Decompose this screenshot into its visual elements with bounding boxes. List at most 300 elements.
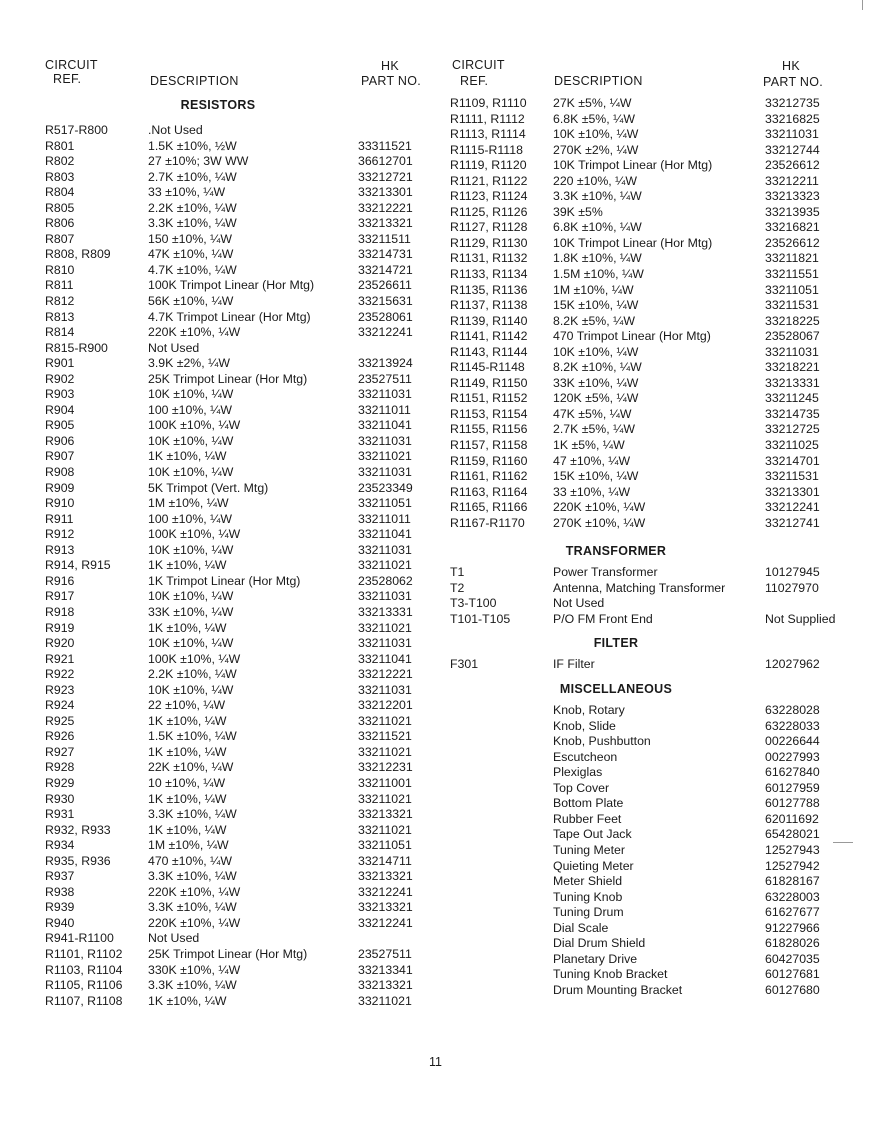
circuit-ref: R814 — [45, 325, 75, 340]
circuit-ref: R928 — [45, 760, 75, 775]
column-headers — [450, 58, 830, 96]
description: 1K ±10%, ¼W — [148, 449, 227, 464]
part-number: 33212221 — [358, 200, 413, 215]
description: 1K ±10%, ¼W — [148, 744, 227, 759]
table-row — [45, 170, 430, 186]
table-row — [450, 890, 830, 906]
description: 1K ±10%, ¼W — [148, 713, 227, 728]
part-number: 33212201 — [358, 698, 413, 713]
circuit-ref: R925 — [45, 713, 75, 728]
table-row — [45, 729, 430, 745]
circuit-ref: R813 — [45, 309, 75, 324]
part-number: 33211021 — [358, 791, 412, 806]
description: 220 ±10%, ¼W — [553, 173, 637, 188]
part-number: 33212241 — [765, 500, 820, 515]
header-part-no: PART NO. — [361, 74, 422, 88]
circuit-ref: R905 — [45, 418, 75, 433]
part-number: 65428021 — [765, 827, 820, 842]
description: 2.2K ±10%, ¼W — [148, 200, 237, 215]
part-number: 33214735 — [765, 406, 820, 421]
table-row — [45, 527, 430, 543]
part-number: 33211025 — [765, 438, 819, 453]
table-row — [45, 745, 430, 761]
circuit-ref: R930 — [45, 791, 75, 806]
description: 1M ±10%, ¼W — [148, 838, 229, 853]
circuit-ref: R1149, R1150 — [450, 375, 528, 390]
circuit-ref: R1159, R1160 — [450, 453, 528, 468]
table-row — [45, 916, 430, 932]
circuit-ref: R517-R800 — [45, 123, 108, 137]
table-row — [45, 931, 430, 947]
description: 1M ±10%, ¼W — [148, 496, 229, 511]
circuit-ref: R815-R900 — [45, 340, 108, 355]
description: Tape Out Jack — [553, 827, 632, 842]
part-number: 60427035 — [765, 951, 820, 966]
table-row — [450, 220, 830, 236]
table-row — [45, 947, 430, 963]
table-row — [45, 558, 430, 574]
table-row — [45, 449, 430, 465]
part-number: 61627677 — [765, 905, 820, 920]
part-number: 33211011 — [358, 402, 411, 417]
circuit-ref: T2 — [450, 580, 465, 595]
part-number: 33211051 — [765, 282, 819, 297]
part-number: 33212721 — [358, 169, 413, 184]
description: Bottom Plate — [553, 796, 624, 811]
circuit-ref: R1167-R1170 — [450, 515, 525, 530]
right-column — [450, 58, 836, 998]
description: 33 ±10%, ¼W — [553, 484, 631, 499]
table-row — [450, 422, 830, 438]
description: 4.7K ±10%, ¼W — [148, 262, 237, 277]
description: 3.3K ±10%, ¼W — [148, 869, 237, 884]
circuit-ref: T101-T105 — [450, 611, 511, 626]
part-number: 33213935 — [765, 204, 820, 219]
circuit-ref: R1131, R1132 — [450, 251, 528, 266]
part-number: 33213341 — [358, 962, 413, 977]
circuit-ref: R1129, R1130 — [450, 235, 528, 250]
part-number: 33213321 — [358, 978, 413, 993]
part-number: 00227993 — [765, 749, 820, 764]
part-number: 33211821 — [765, 251, 819, 266]
description: 100K ±10%, ¼W — [148, 418, 241, 433]
circuit-ref: R806 — [45, 216, 75, 231]
circuit-ref: R1125, R1126 — [450, 204, 528, 219]
circuit-ref: R1163, R1164 — [450, 484, 528, 499]
table-row — [45, 418, 430, 434]
description: 10K ±10%, ¼W — [148, 542, 234, 557]
table-row — [450, 703, 830, 719]
description: P/O FM Front End — [553, 611, 653, 626]
description: 3.3K ±10%, ¼W — [148, 216, 237, 231]
circuit-ref: R929 — [45, 775, 75, 790]
description: 56K ±10%, ¼W — [148, 294, 234, 309]
table-row — [450, 983, 830, 999]
part-number: 61828026 — [765, 936, 820, 951]
description: 220K ±10%, ¼W — [148, 325, 241, 340]
part-number: 11027970 — [765, 580, 819, 595]
table-row — [450, 859, 830, 875]
description: 47K ±10%, ¼W — [148, 247, 234, 262]
description: Escutcheon — [553, 749, 618, 764]
description: 3.3K ±10%, ¼W — [148, 978, 237, 993]
description: 47 ±10%, ¼W — [553, 453, 631, 468]
table-row — [45, 776, 430, 792]
table-row — [45, 232, 430, 248]
table-row — [450, 596, 830, 612]
circuit-ref: R916 — [45, 573, 75, 588]
circuit-ref: R907 — [45, 449, 75, 464]
part-number: 33211031 — [765, 344, 819, 359]
circuit-ref: R1115-R1118 — [450, 142, 523, 157]
table-row — [45, 543, 430, 559]
description: 270K ±10%, ¼W — [553, 515, 646, 530]
circuit-ref: R903 — [45, 387, 75, 402]
part-number: 33211021 — [358, 822, 412, 837]
part-number: 33211031 — [358, 542, 412, 557]
description: 10K Trimpot Linear (Hor Mtg) — [553, 158, 713, 173]
table-row — [45, 465, 430, 481]
table-row — [450, 376, 830, 392]
description: 220K ±10%, ¼W — [148, 884, 241, 899]
description: 6.8K ±10%, ¼W — [553, 220, 642, 235]
table-row — [450, 843, 830, 859]
description: 120K ±5%, ¼W — [553, 391, 639, 406]
description: Antenna, Matching Transformer — [553, 580, 726, 595]
part-number: 33212741 — [765, 515, 820, 530]
part-number: 33211021 — [358, 744, 412, 759]
table-row — [45, 652, 430, 668]
part-number: 10127945 — [765, 565, 820, 580]
table-row — [450, 827, 830, 843]
table-row — [45, 123, 430, 139]
circuit-ref: R1143, R1144 — [450, 344, 528, 359]
description: 1K Trimpot Linear (Hor Mtg) — [148, 573, 301, 588]
part-number: 33211051 — [358, 838, 412, 853]
circuit-ref: R1151, R1152 — [450, 391, 528, 406]
circuit-ref: R901 — [45, 356, 75, 371]
part-number: 33213301 — [765, 484, 820, 499]
part-number: 33311521 — [358, 138, 412, 153]
circuit-ref: R807 — [45, 231, 75, 246]
table-row — [45, 714, 430, 730]
description: Drum Mounting Bracket — [553, 982, 683, 997]
table-row — [450, 438, 830, 454]
description: 3.3K ±10%, ¼W — [148, 807, 237, 822]
header-part-no: PART NO. — [763, 75, 824, 89]
table-row — [450, 516, 830, 532]
table-row — [450, 112, 830, 128]
part-number: 23528062 — [358, 573, 413, 588]
circuit-ref: R1101, R1102 — [45, 946, 123, 961]
circuit-ref: R808, R809 — [45, 247, 111, 262]
table-row — [450, 360, 830, 376]
description: 1K ±10%, ¼W — [148, 822, 227, 837]
part-number: 60127680 — [765, 982, 820, 997]
table-row — [45, 247, 430, 263]
description: Knob, Pushbutton — [553, 734, 651, 749]
table-row — [45, 185, 430, 201]
part-number: 33214721 — [358, 262, 413, 277]
table-row — [45, 139, 430, 155]
table-row — [45, 496, 430, 512]
description: 1.5K ±10%, ¼W — [148, 729, 237, 744]
description: 27K ±5%, ¼W — [553, 96, 632, 110]
table-row — [45, 356, 430, 372]
circuit-ref: R920 — [45, 636, 75, 651]
description: 22 ±10%, ¼W — [148, 698, 226, 713]
circuit-ref: R904 — [45, 402, 75, 417]
description: Dial Scale — [553, 920, 609, 935]
part-number: 33213323 — [765, 189, 820, 204]
description: 2.7K ±10%, ¼W — [148, 169, 237, 184]
part-number: 23526612 — [765, 235, 820, 250]
table-row — [450, 719, 830, 735]
table-row — [45, 994, 430, 1010]
part-number: 12527943 — [765, 842, 820, 857]
part-number: 33211031 — [358, 433, 412, 448]
table-row — [45, 574, 430, 590]
circuit-ref: R1107, R1108 — [45, 993, 123, 1008]
table-row — [450, 127, 830, 143]
resistor-table-continued — [450, 96, 830, 531]
circuit-ref: R921 — [45, 651, 75, 666]
part-number: 63228028 — [765, 703, 820, 718]
part-number: 33216825 — [765, 111, 820, 126]
description: 25K Trimpot Linear (Hor Mtg) — [148, 371, 308, 386]
part-number: 33213301 — [358, 185, 413, 200]
part-number: 33211031 — [358, 387, 412, 402]
part-number: 33212231 — [358, 760, 413, 775]
circuit-ref: R1111, R1112 — [450, 111, 525, 126]
circuit-ref: R934 — [45, 838, 75, 853]
table-row — [45, 854, 430, 870]
description: 1.5K ±10%, ½W — [148, 138, 237, 153]
description: 470 ±10%, ¼W — [148, 853, 232, 868]
part-number: 63228003 — [765, 889, 820, 904]
circuit-ref: R919 — [45, 620, 75, 635]
circuit-ref: R810 — [45, 262, 75, 277]
transformer-table — [450, 565, 836, 627]
description: 270K ±2%, ¼W — [553, 142, 639, 157]
part-number: 61828167 — [765, 874, 820, 889]
description: 3.9K ±2%, ¼W — [148, 356, 230, 371]
description: 100K ±10%, ¼W — [148, 651, 241, 666]
header-hk: HK — [381, 59, 399, 73]
circuit-ref: R801 — [45, 138, 75, 153]
description: 1M ±10%, ¼W — [553, 282, 634, 297]
scan-mark — [833, 842, 853, 843]
description: Knob, Rotary — [553, 703, 625, 718]
description: 100 ±10%, ¼W — [148, 511, 232, 526]
scan-mark — [862, 0, 863, 10]
part-number: 33212221 — [358, 667, 413, 682]
circuit-ref: R918 — [45, 604, 75, 619]
part-number: 12527942 — [765, 858, 820, 873]
circuit-ref: R927 — [45, 744, 75, 759]
part-number: 33211041 — [358, 527, 412, 542]
table-row — [450, 936, 830, 952]
part-number: 33212241 — [358, 325, 413, 340]
table-row — [45, 278, 430, 294]
table-row — [450, 407, 830, 423]
description: 10K ±10%, ¼W — [148, 387, 234, 402]
part-number: 23523349 — [358, 480, 413, 495]
part-number: 33211021 — [358, 713, 412, 728]
table-row — [450, 905, 830, 921]
table-row — [450, 143, 830, 159]
table-row — [45, 636, 430, 652]
part-number: 33211521 — [358, 729, 412, 744]
table-row — [450, 267, 830, 283]
part-number: 33212241 — [358, 915, 413, 930]
table-row — [450, 952, 830, 968]
description: 1K ±10%, ¼W — [148, 993, 227, 1008]
table-row — [450, 314, 830, 330]
part-number: 33211245 — [765, 391, 819, 406]
description: 4.7K Trimpot Linear (Hor Mtg) — [148, 309, 311, 324]
description: 10K ±10%, ¼W — [148, 636, 234, 651]
description: 330K ±10%, ¼W — [148, 962, 241, 977]
part-number: 33211511 — [358, 231, 411, 246]
description: 10K Trimpot Linear (Hor Mtg) — [553, 235, 713, 250]
part-number: 33212241 — [358, 884, 413, 899]
part-number: 33212735 — [765, 96, 820, 110]
part-number: 23526611 — [358, 278, 412, 293]
description: 33 ±10%, ¼W — [148, 185, 226, 200]
table-row — [45, 605, 430, 621]
table-row — [45, 263, 430, 279]
circuit-ref: R917 — [45, 589, 75, 604]
part-number: 00226644 — [765, 734, 820, 749]
table-row — [45, 341, 430, 357]
table-row — [45, 869, 430, 885]
page-number: 11 — [429, 1055, 442, 1069]
circuit-ref: R924 — [45, 698, 75, 713]
part-number: 60127681 — [765, 967, 820, 982]
description: 8.2K ±10%, ¼W — [553, 360, 642, 375]
circuit-ref: R803 — [45, 169, 75, 184]
part-number: 33211001 — [358, 775, 412, 790]
header-description: DESCRIPTION — [554, 74, 643, 88]
circuit-ref: R922 — [45, 667, 75, 682]
part-number: 12027962 — [765, 656, 820, 671]
part-number: 33213321 — [358, 869, 413, 884]
part-number: 33211021 — [358, 620, 412, 635]
section-title-miscellaneous: MISCELLANEOUS — [559, 682, 673, 697]
part-number: 33216821 — [765, 220, 820, 235]
circuit-ref: R811 — [45, 278, 74, 293]
circuit-ref: R1109, R1110 — [450, 96, 527, 110]
description: Tuning Knob Bracket — [553, 967, 668, 982]
part-number: 63228033 — [765, 718, 820, 733]
table-row — [45, 512, 430, 528]
description: 3.3K ±10%, ¼W — [148, 900, 237, 915]
part-number: 33218221 — [765, 360, 820, 375]
description: 2.7K ±5%, ¼W — [553, 422, 635, 437]
header-description: DESCRIPTION — [150, 74, 239, 88]
part-number: Not Supplied — [765, 611, 836, 626]
table-row — [450, 781, 830, 797]
part-number: 61627840 — [765, 765, 820, 780]
circuit-ref: R939 — [45, 900, 75, 915]
table-row — [45, 885, 430, 901]
description: 10K ±10%, ¼W — [148, 433, 234, 448]
part-number: 33211051 — [358, 496, 412, 511]
part-number: 33213924 — [358, 356, 413, 371]
table-row — [450, 921, 830, 937]
circuit-ref: R1145-R1148 — [450, 360, 525, 375]
part-number: 36612701 — [358, 154, 413, 169]
part-number: 33213321 — [358, 900, 413, 915]
header-circuit: CIRCUIT — [452, 58, 505, 72]
description: IF Filter — [553, 656, 595, 671]
table-row — [450, 236, 830, 252]
circuit-ref: R926 — [45, 729, 75, 744]
table-row — [450, 812, 830, 828]
table-row — [450, 298, 830, 314]
miscellaneous-table — [450, 703, 830, 998]
description: Plexiglas — [553, 765, 603, 780]
description: 2.2K ±10%, ¼W — [148, 667, 237, 682]
description: Knob, Slide — [553, 718, 616, 733]
description: Not Used — [553, 596, 605, 611]
part-number: 33213321 — [358, 807, 413, 822]
table-row — [45, 372, 430, 388]
header-hk: HK — [782, 59, 800, 73]
circuit-ref: R938 — [45, 884, 75, 899]
circuit-ref: R1137, R1138 — [450, 298, 528, 313]
part-number: 33211021 — [358, 558, 412, 573]
description: 470 Trimpot Linear (Hor Mtg) — [553, 329, 711, 344]
part-number: 23526612 — [765, 158, 820, 173]
circuit-ref: R923 — [45, 682, 75, 697]
part-number: 33214701 — [765, 453, 820, 468]
circuit-ref: R908 — [45, 465, 75, 480]
circuit-ref: R914, R915 — [45, 558, 111, 573]
section-title-filter: FILTER — [593, 635, 639, 650]
table-row — [450, 454, 830, 470]
description: Planetary Drive — [553, 951, 638, 966]
table-row — [45, 838, 430, 854]
circuit-ref: R1123, R1124 — [450, 189, 528, 204]
table-row — [45, 294, 430, 310]
resistor-table — [45, 123, 430, 1009]
circuit-ref: R940 — [45, 915, 75, 930]
description: 8.2K ±5%, ¼W — [553, 313, 635, 328]
header-ref: REF. — [53, 72, 82, 86]
description: Quieting Meter — [553, 858, 634, 873]
part-number: 62011692 — [765, 811, 819, 826]
circuit-ref: R913 — [45, 542, 75, 557]
circuit-ref: R1119, R1120 — [450, 158, 527, 173]
table-row — [450, 485, 830, 501]
description: Power Transformer — [553, 565, 658, 580]
part-number: 33211041 — [358, 418, 412, 433]
part-number: 33211031 — [358, 636, 412, 651]
circuit-ref: R931 — [45, 807, 75, 822]
circuit-ref: R1155, R1156 — [450, 422, 528, 437]
part-number: 33211031 — [358, 589, 412, 604]
circuit-ref: T3-T100 — [450, 596, 497, 611]
circuit-ref: R906 — [45, 433, 75, 448]
table-row — [450, 611, 836, 628]
part-number: 33211531 — [765, 298, 819, 313]
table-row — [450, 345, 830, 361]
part-number: 33211531 — [765, 469, 819, 484]
table-row — [450, 967, 830, 983]
filter-table — [450, 657, 830, 673]
